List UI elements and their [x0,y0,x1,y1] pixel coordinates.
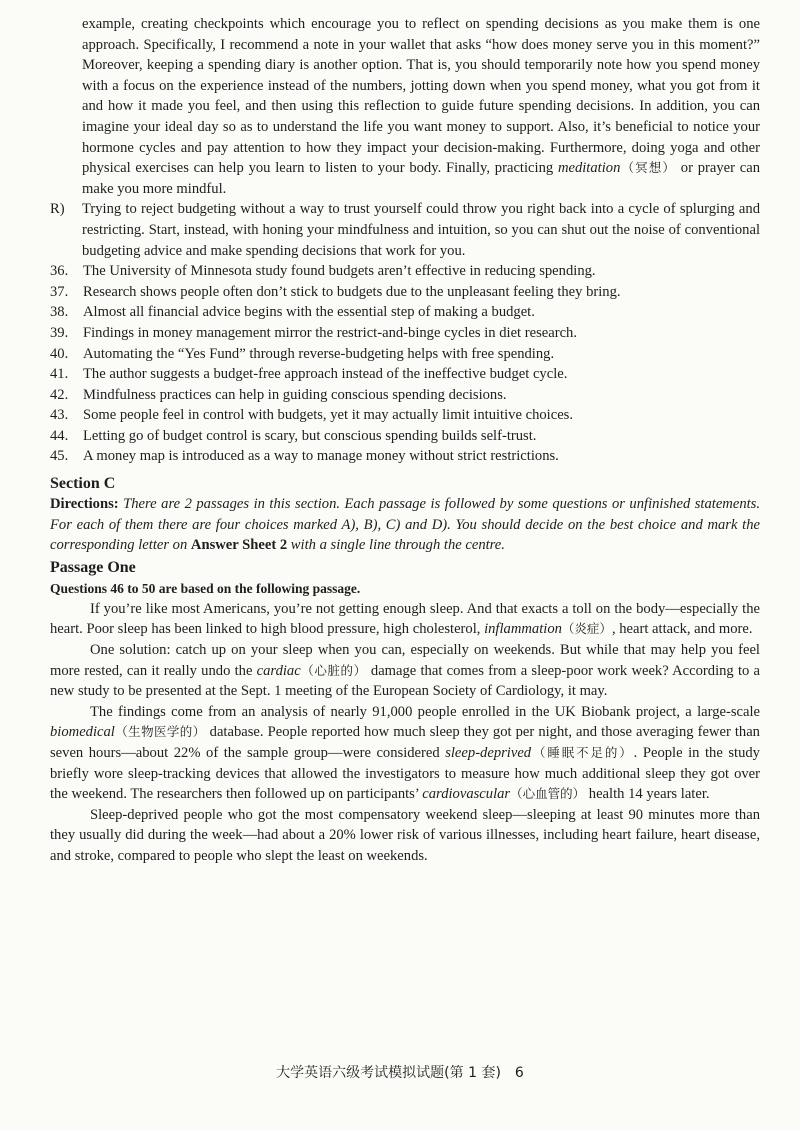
statement-39 [0,323,800,344]
directions-label: Directions: [50,496,119,513]
statement-45 [0,446,800,467]
questions-note: Questions 46 to 50 are based on the following passage. [50,580,361,596]
term-inflammation: inflammation [484,621,562,638]
statement-number: 44. [50,427,69,444]
intro-tail: or prayer can make you more mindful. [82,160,760,197]
section-c-title: Section C [50,475,116,493]
item-text: Trying to reject budgeting without a way to trust yourself could throw you right back into a cycle of splurging and restricting. Start, instead, with honing your mindfulness and intuition, so you can shut out the noise of conventional budgeting advice and make spending decisions that work for you. [82,201,760,259]
statement-text: Automating the “Yes Fund” through reverse-budgeting helps with free spending. [83,345,555,362]
term-meditation: meditation [557,160,621,177]
p3-tail: health 14 years later. [585,786,710,803]
paragraph-item-r [0,199,800,261]
item-letter: R) [50,201,65,218]
gloss-sleep-deprived: （睡眠不足的） [531,745,634,760]
gloss-inflammation: （炎症） [561,621,612,637]
passage-paragraph-1 [0,599,800,640]
gloss-cardiac: （心脏的） [300,662,367,678]
statement-number: 42. [50,386,69,403]
term-biomedical: biomedical [50,724,115,741]
statement-text: Mindfulness practices can help in guiding conscious spending decisions. [83,386,507,403]
intro-text: example, creating checkpoints which encourage you to reflect on spending decisions as you make them is one approach. Specifically, I recommend a note in your wallet that asks “how does money serve you in this moment?” Moreover, keeping a spending diary is another option. That is, you should temporarily note how you spend money with a focus on the experience instead of the numbers, jotting down when you spend money, what you got from it and how it made you feel, and then using this reflection to guide future spending decisions. In addition, you can imagine your ideal day so as to understand the life you want money to support. Also, it’s beneficial to notice your hormone cycles and pay attention to how they impact your decision-making. Furthermore, doing yoga and other physical exercises can help you learn to listen to your body. Finally, practicing [82,16,760,177]
p2-tail: damage that comes from a sleep-poor work week? According to a new study to be presented at the Sept. 1 meeting of the European Society of Cardiology, it may. [50,662,761,700]
statement-number: 41. [50,366,69,383]
page-footer: 大学英语六级考试模拟试题(第 1 套) 6 [276,1065,524,1081]
section-c-directions [0,494,800,556]
statement-38 [0,302,800,323]
statement-43 [0,405,800,426]
statement-number: 38. [50,304,69,321]
passage-paragraph-4: Sleep-deprived people who got the most compensatory weekend sleep—sleeping at least 90 minutes more than they usually did during the week—had about a 20% lower risk of various illnesses, including heart failure, heart disease, and stroke, compared to people who slept the least on weekends. [50,806,760,864]
statement-42 [0,385,800,406]
intro-paragraph [0,14,800,199]
statement-text: Almost all financial advice begins with the essential step of making a budget. [83,304,535,321]
statement-number: 43. [50,407,69,424]
statement-number: 36. [50,263,69,280]
term-cardiovascular: cardiovascular [422,786,511,803]
statement-44 [0,426,800,447]
statement-37 [0,282,800,303]
passage-paragraph-3 [0,702,800,805]
directions-tail: with a single line through the centre. [287,537,505,554]
statement-text: The author suggests a budget-free approach instead of the ineffective budget cycle. [83,366,568,383]
statement-text: The University of Minnesota study found budgets aren’t effective in reducing spending. [83,263,596,280]
p1-tail: , heart attack, and more. [611,621,753,638]
passage-paragraph-2 [0,640,800,702]
statement-text: Research shows people often don’t stick to budgets due to the unpleasant feeling they bring. [83,283,621,300]
directions-text: There are 2 passages in this section. Each passage is followed by some questions or unfinished statements. For each of them there are four choices marked A), B), C) and D). You should decide on the best choice and mark the corresponding letter on [50,496,760,554]
term-cardiac: cardiac [256,662,301,679]
statement-40 [0,344,800,365]
statement-number: 45. [50,448,69,465]
statement-number: 40. [50,345,69,362]
exam-page [0,14,800,867]
passage-title: Passage One [50,558,136,576]
statement-text: Letting go of budget control is scary, but conscious spending builds self-trust. [83,427,537,444]
p3-text-2: database. People reported how much sleep they got per night, and those averaging fewer than seven hours—about 22% of the sample group—were considered [50,724,760,761]
statement-text: A money map is introduced as a way to manage money without strict restrictions. [83,448,559,465]
statement-number: 37. [50,283,69,300]
p2-text: One solution: catch up on your sleep when you can, especially on weekends. But while that may help you feel more rested, can it really undo the [50,642,760,679]
p3-text: The findings come from an analysis of nearly 91,000 people enrolled in the UK Biobank project, a large-scale [90,703,760,720]
answer-sheet-ref: Answer Sheet 2 [190,537,288,554]
gloss-meditation: （冥想） [620,160,676,176]
p1-text: If you’re like most Americans, you’re not getting enough sleep. And that exacts a toll on the body—especially the heart. Poor sleep has been linked to high blood pressure, high cholesterol, [50,600,760,638]
statement-number: 39. [50,324,69,341]
statement-36 [0,261,800,282]
statement-list [0,261,800,467]
statement-text: Some people feel in control with budgets, yet it may actually limit intuitive choices. [83,407,573,424]
p3-text-3: . People in the study briefly wore sleep-tracking devices that allowed the investigators to measure how much additional sleep they got over the weekend. The researchers then followed up on participants’ [50,745,760,803]
term-sleep-deprived: sleep-deprived [445,745,532,761]
gloss-biomedical: （生物医学的） [114,724,206,740]
statement-41 [0,364,800,385]
statement-text: Findings in money management mirror the restrict-and-binge cycles in diet research. [83,324,577,341]
gloss-cardiovascular: （心血管的） [510,786,586,802]
